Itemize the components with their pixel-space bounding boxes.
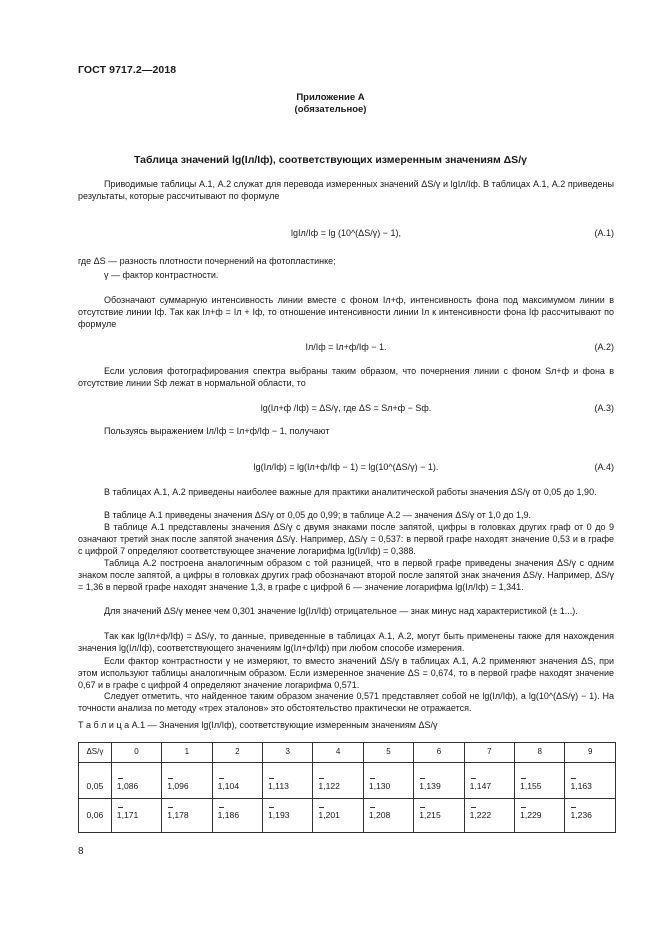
equation-a1: lgIл/Iф = lg (10^(ΔS/γ) − 1), <box>291 228 401 238</box>
paragraph-3: Если условия фотографирования спектра выбраны таким образом, что почернения линии с фоном Sл+ф и фона в отсутствие линии Sф лежат в нормальной области, то <box>78 366 614 389</box>
appendix-subtitle: (обязательное) <box>294 104 367 115</box>
table-cell <box>212 799 262 833</box>
table-header-cell: 1 <box>162 743 212 763</box>
paragraph-1: Приводимые таблицы А.1, А.2 служат для перевода измеренных значений ΔS/γ и lgIл/Iф. В таблицах А.1, А.2 приведены результаты, которые рассчитывают по формуле <box>78 179 614 202</box>
where-line-2: γ — фактор контрастности. <box>104 270 219 280</box>
paragraph-7: В таблице А.1 представлены значения ΔS/γ с двумя знаками после запятой, цифры в головках других граф от 0 до 9 означают третий знак после запятой значения ΔS/γ. Например, ΔS/γ = 0,537: в первой графе находят значение 0,53 и в графе с цифрой 7 определяют соответствующее значение логарифма lg(Iл/Iф) = 0,388. <box>78 522 614 557</box>
table-cell-value: 1,208 <box>368 809 391 820</box>
table-cell: 0,06 <box>79 799 112 833</box>
table-cell-value: 1,222 <box>469 809 492 820</box>
paragraph-6: В таблице А.1 приведены значения ΔS/γ от 0,05 до 0,99; в таблице А.2 — значения ΔS/γ от 1,0 до 1,9. <box>104 510 532 520</box>
section-title: Таблица значений lg(Iл/Iф), соответствующих измеренным значениям ΔS/γ <box>134 154 527 166</box>
table-row <box>79 763 616 799</box>
table-cell-value: 1,122 <box>318 781 340 792</box>
paragraph-10: Так как lg(Iл+ф/Iф) = ΔS/γ, то данные, приведенные в таблицах А.1, А.2, могут быть применены также для нахождения значения lg(Iл/Iф), соответствующего значениям lg(Iл+ф/Iф) при любом способе измерения. <box>78 631 614 654</box>
table-cell <box>111 799 161 833</box>
paragraph-4: Пользуясь выражением Iл/Iф = Iл+ф/Iф − 1, получают <box>104 426 330 436</box>
table-cell-value: 1,186 <box>217 809 240 820</box>
table-cell <box>263 799 313 833</box>
table-cell <box>162 799 212 833</box>
table-caption: Т а б л и ц а А.1 — Значения lg(Iл/Iф), соответствующие измеренным значениям ΔS/γ <box>78 720 438 730</box>
values-table <box>78 742 616 833</box>
table-header-cell: 4 <box>313 743 363 763</box>
table-header-cell: 3 <box>263 743 313 763</box>
table-cell-value: 1,193 <box>268 809 290 820</box>
table-cell <box>565 763 616 799</box>
table-header-cell: 7 <box>464 743 514 763</box>
equation-a2-number: (А.2) <box>594 342 614 352</box>
table-cell-value: 1,215 <box>419 809 441 820</box>
table-cell <box>464 799 514 833</box>
appendix-title: Приложение А <box>296 92 365 103</box>
table-header-row <box>79 743 616 763</box>
table-cell-value: 1,229 <box>520 809 542 820</box>
table-cell-value: 1,178 <box>167 809 189 820</box>
equation-a4: lg(Iл/Iф) = lg(Iл+ф/Iф − 1) = lg(10^(ΔS/γ) − 1). <box>253 462 439 472</box>
table-cell <box>464 763 514 799</box>
table-cell-value: 1,171 <box>116 809 139 820</box>
table-header-cell: 8 <box>515 743 565 763</box>
paragraph-12: Следует отметить, что найденное таким образом значение 0,571 представляет собой не lg(Iл/Iф), а lg(10^(ΔS/γ) − 1). На точности анализа по методу «трех эталонов» это обстоятельство практически не отражается. <box>78 691 614 714</box>
table-cell <box>313 799 363 833</box>
table-cell-value: 1,096 <box>167 781 189 792</box>
table-cell <box>363 799 413 833</box>
table-header-cell: 9 <box>565 743 616 763</box>
table-cell <box>263 763 313 799</box>
paragraph-5: В таблицах А.1, А.2 приведены наиболее важные для практики аналитической работы значения ΔS/γ от 0,05 до 1,90. <box>104 487 597 497</box>
table-row <box>79 799 616 833</box>
table-header-cell: 2 <box>212 743 262 763</box>
table-cell-value: 1,104 <box>217 781 240 792</box>
table-cell-value: 1,236 <box>570 809 592 820</box>
paragraph-11: Если фактор контрастности γ не измеряют, то вместо значений ΔS/γ в таблицах А.1, А.2 применяют значения ΔS, при этом используют таблицы аналогичным образом. Если измеренное значение ΔS = 0,674, то в первой графе находят значение 0,67 и в графе с цифрой 4 определяют значение логарифма 0,571. <box>78 656 614 691</box>
table-cell <box>162 763 212 799</box>
equation-a3: lg(Iл+ф /Iф) = ΔS/γ, где ΔS = Sл+ф − Sф. <box>260 403 432 413</box>
table-cell <box>414 799 464 833</box>
paragraph-8: Таблица А.2 построена аналогичным образом с той разницей, что в первой графе приведены значения ΔS/γ с одним знаком после запятой, а цифры в головках других граф обозначают второй после запятой знак значения ΔS/γ. Например, ΔS/γ = 1,36 в первой графе находят значение 1,3, в графе с цифрой 6 — значение логарифма lg(Iл/Iф) = 1,341. <box>78 558 614 593</box>
table-header-cell: ΔS/γ <box>79 743 112 763</box>
table-cell-value: 1,147 <box>469 781 492 792</box>
table-cell-value: 1,201 <box>318 809 340 820</box>
table-cell <box>565 799 616 833</box>
table-cell <box>515 763 565 799</box>
table-cell <box>414 763 464 799</box>
table-cell <box>515 799 565 833</box>
table-header-cell: 6 <box>414 743 464 763</box>
document-header: ГОСТ 9717.2—2018 <box>78 64 177 76</box>
table-cell-value: 1,139 <box>419 781 441 792</box>
table-cell-value: 1,130 <box>368 781 391 792</box>
equation-a4-number: (А.4) <box>594 462 614 472</box>
table-cell <box>363 763 413 799</box>
page-number: 8 <box>78 846 84 857</box>
table-header-cell: 5 <box>363 743 413 763</box>
table-cell-value: 1,155 <box>520 781 542 792</box>
table-header-cell: 0 <box>111 743 161 763</box>
table-cell: 0,05 <box>79 763 112 799</box>
table-cell <box>111 763 161 799</box>
table-cell <box>212 763 262 799</box>
table-cell <box>313 763 363 799</box>
where-line-1: где ΔS — разность плотности почернений на фотопластинке; <box>78 256 336 266</box>
equation-a1-number: (А.1) <box>594 228 614 238</box>
table-cell-value: 1,086 <box>116 781 139 792</box>
paragraph-9: Для значений ΔS/γ менее чем 0,301 значение lg(Iл/Iф) отрицательное — знак минус над характеристикой (± 1...). <box>104 606 578 616</box>
table-cell-value: 1,113 <box>268 781 289 792</box>
equation-a2: Iл/Iф = Iл+ф/Iф − 1. <box>305 342 387 352</box>
paragraph-2: Обозначают суммарную интенсивность линии вместе с фоном Iл+ф, интенсивность фона под максимумом линии в отсутствие линии Iф. Так как Iл+ф = Iл + Iф, то отношение интенсивности линии Iл к интенсивности фона Iф рассчитывают по формуле <box>78 295 614 330</box>
table-cell-value: 1,163 <box>570 781 592 792</box>
equation-a3-number: (А.3) <box>594 403 614 413</box>
